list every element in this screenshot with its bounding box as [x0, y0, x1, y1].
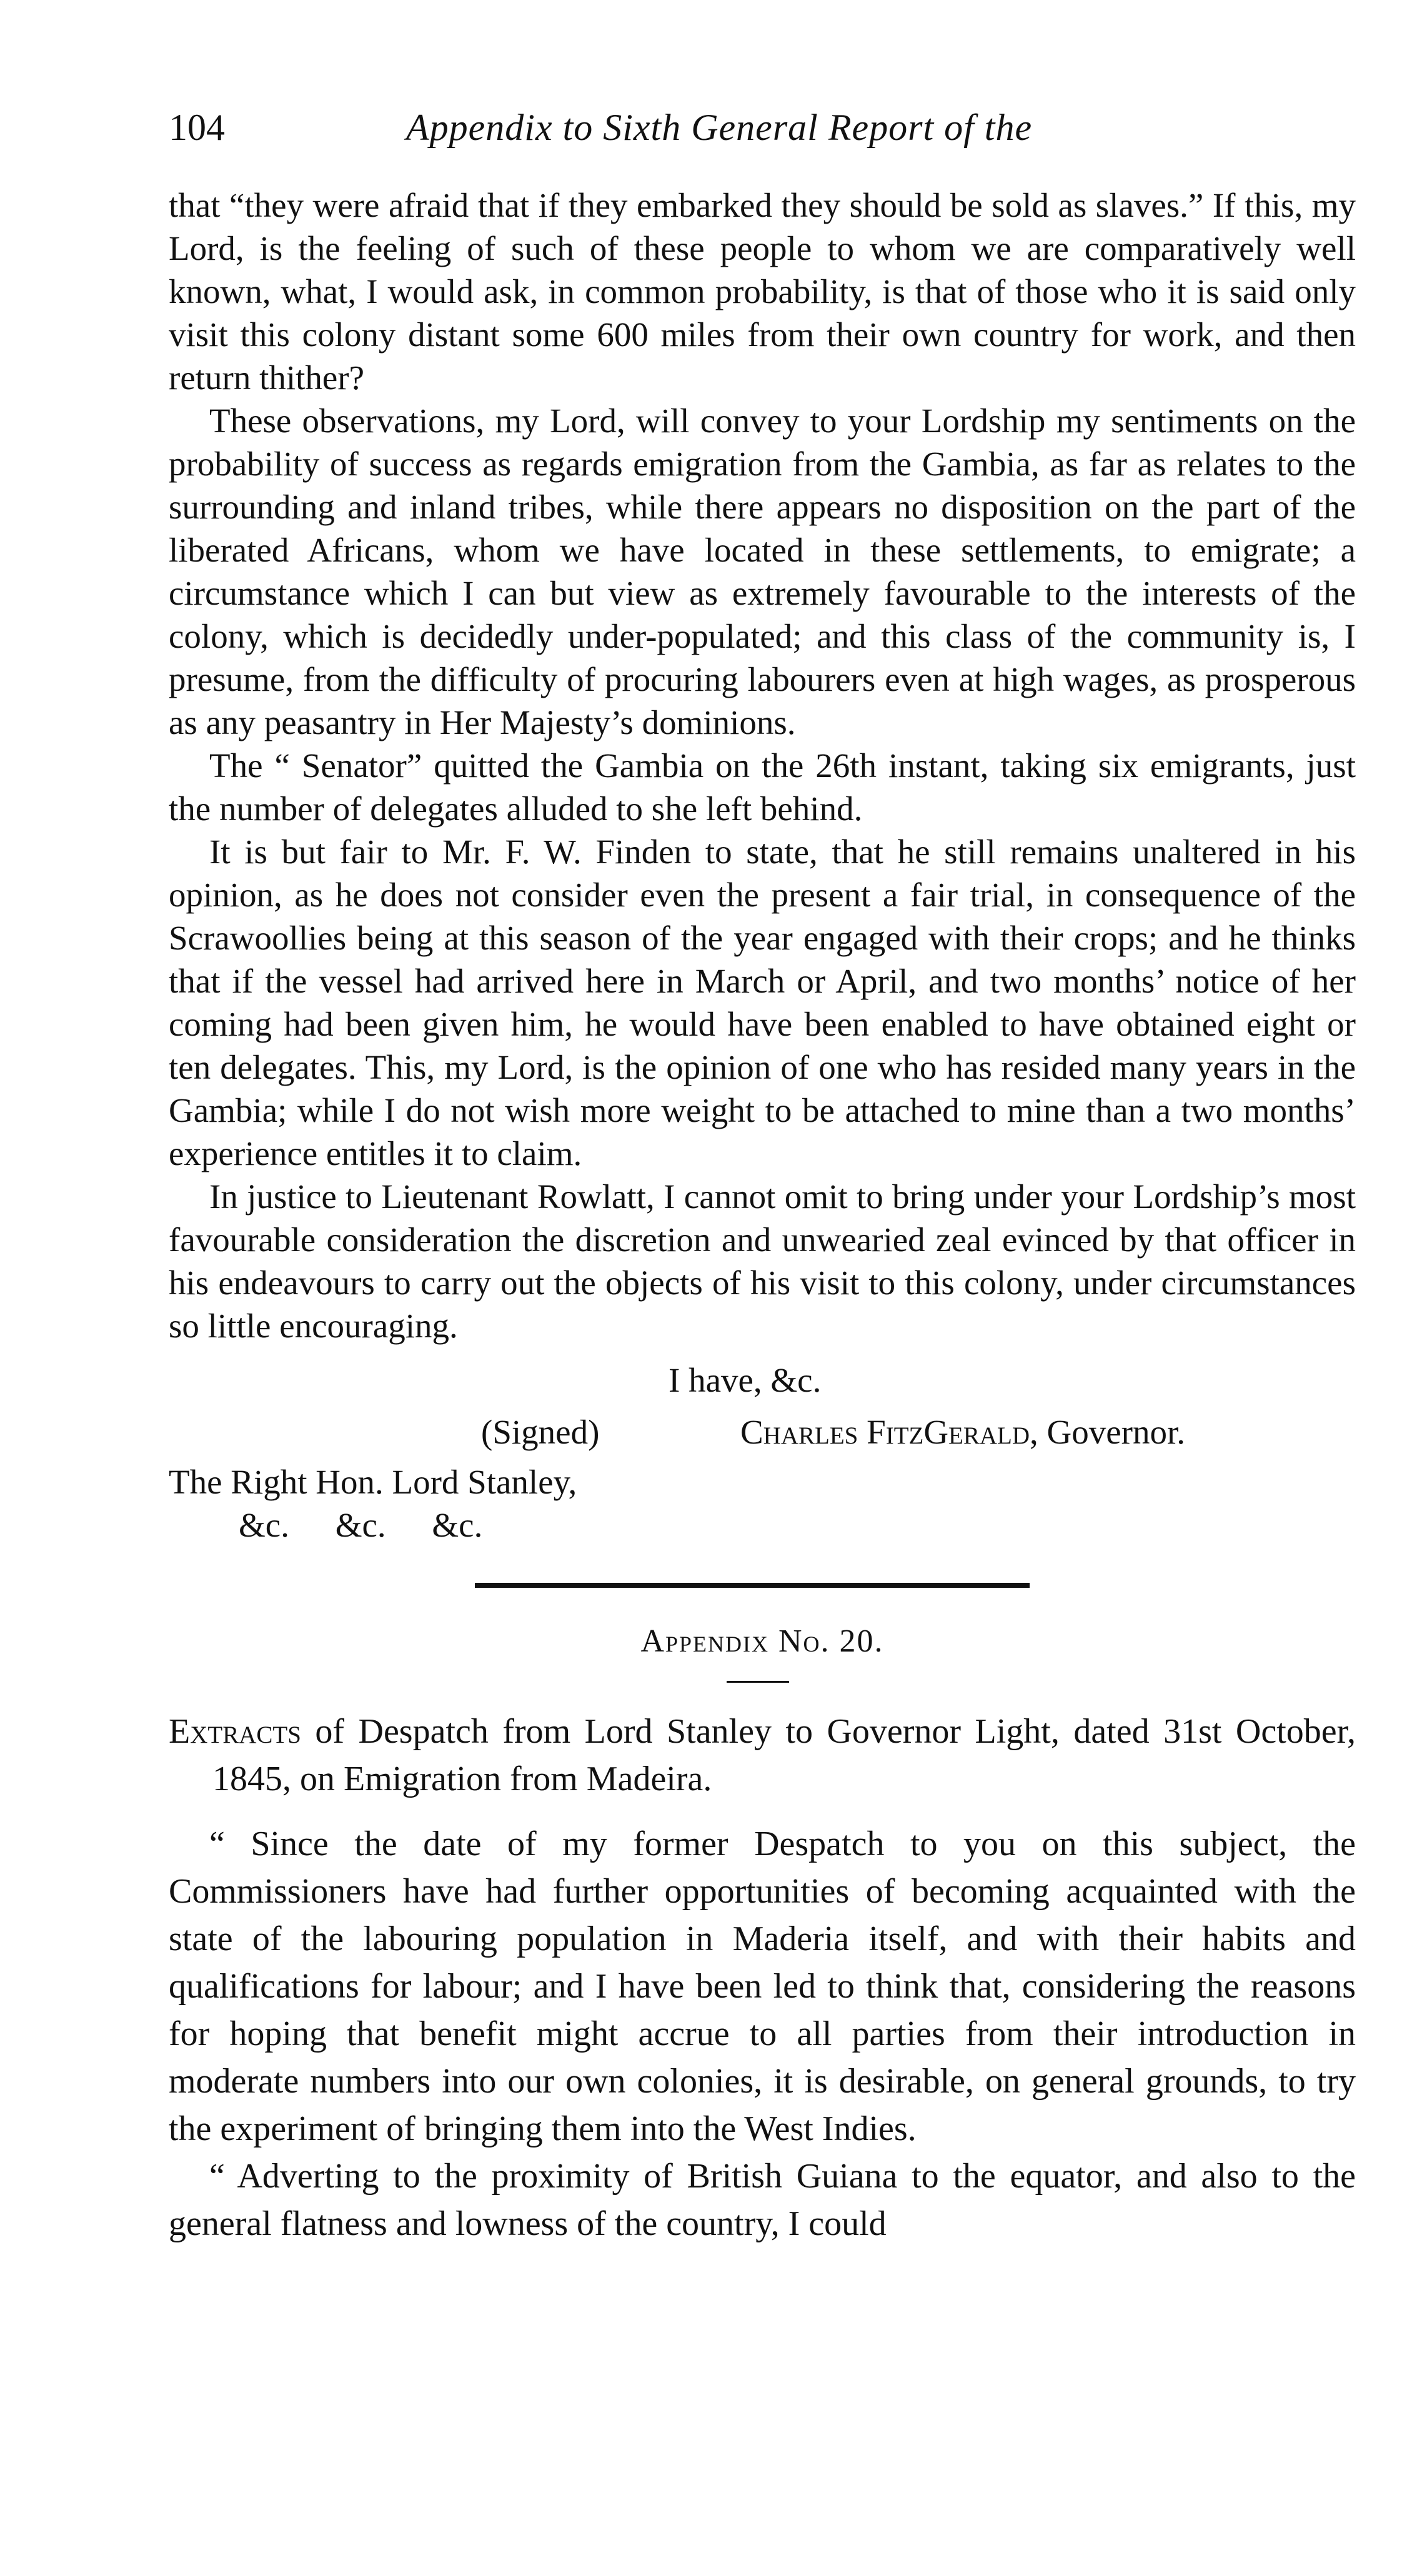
signature-line — [169, 1410, 1356, 1460]
letter-body — [169, 184, 1356, 1347]
extract-heading-text: of Despatch from Lord Stanley to Governor Light, dated 31st October, 1845, on Emigration from Madeira. — [212, 1712, 1356, 1798]
addressee-etc: &c. &c. &c. — [239, 1506, 483, 1544]
despatch-body — [169, 1820, 1356, 2247]
closing-salutation: I have, &c. — [669, 1361, 822, 1399]
addressee: The Right Hon. Lord Stanley, — [169, 1463, 577, 1501]
section-divider — [475, 1583, 1030, 1588]
letter-paragraph-3: The “ Senator” quitted the Gambia on the 26th instant, taking six emigrants, just the number of delegates alluded to she left behind. — [169, 746, 1356, 828]
short-rule — [727, 1681, 789, 1683]
page-header — [169, 106, 1356, 169]
letter-paragraph-2: These observations, my Lord, will convey to your Lordship my sentiments on the probability of success as regards emigration from the Gambia, as far as relates to the surrounding and inland tribes, while there appears no disposition on the part of the liberated Africans, whom we have located in these settlements, to emigrate; a circumstance which I can but view as extremely favourable to the interests of the colony, which is decidedly under-populated; and this class of the community is, I presume, from the difficulty of procuring labourers even at high wages, as prosperous as any peasantry in Her Majesty’s dominions. — [169, 402, 1356, 741]
despatch-paragraph-2: “ Adverting to the proximity of British Guiana to the equator, and also to the general flatness and lowness of the country, I could — [169, 2157, 1356, 2243]
signer-name: Charles FitzGerald, — [740, 1413, 1038, 1451]
extract-heading-prefix: Extracts — [169, 1712, 301, 1751]
despatch-paragraph-1: “ Since the date of my former Despatch to you on this subject, the Commissioners have had further opportunities of becoming acquainted with the state of the labouring population in Maderia itself, and with their habits and qualifications for labour; and I have been led to think that, considering the reasons for hoping that benefit might accrue to all parties from their introduction in moderate numbers into our own colonies, it is desirable, on general grounds, to try the experiment of bringing them into the West Indies. — [169, 1825, 1356, 2148]
running-title: Appendix to Sixth General Report of the — [406, 107, 1033, 148]
appendix-number: Appendix No. 20. — [640, 1623, 884, 1659]
signer — [740, 1410, 1185, 1454]
letter-paragraph-1: that “they were afraid that if they embarked they should be sold as slaves.” If this, my Lord, is the feeling of such of these people to whom we are comparatively well known, what, I would ask, in common probability, is that of those who it is said only visit this colony distant some 600 miles from their own country for work, and then return thither? — [169, 186, 1356, 397]
signed-note: (Signed) — [481, 1413, 600, 1451]
letter-paragraph-4: It is but fair to Mr. F. W. Finden to state, that he still remains unaltered in his opinion, as he does not consider even the present a fair trial, in consequence of the Scrawoollies being at this season of the year engaged with their crops; and he thinks that if the vessel had arrived here in March or April, and two months’ notice of her coming had been given him, he would have been enabled to have obtained eight or ten delegates. This, my Lord, is the opinion of one who has resided many years in the Gambia; while I do not wish more weight to be attached to mine than a two months’ experience entitles it to claim. — [169, 833, 1356, 1172]
page-number: 104 — [169, 107, 225, 148]
page — [169, 106, 1356, 2247]
signer-title: Governor. — [1047, 1413, 1186, 1451]
extract-heading — [169, 1708, 1356, 1803]
letter-closing-block — [169, 1359, 1356, 1547]
letter-paragraph-5: In justice to Lieutenant Rowlatt, I cannot omit to bring under your Lordship’s most favourable consideration the discretion and unwearied zeal evinced by that officer in his endeavours to carry out the objects of his visit to this colony, under circumstances so little encouraging. — [169, 1177, 1356, 1345]
